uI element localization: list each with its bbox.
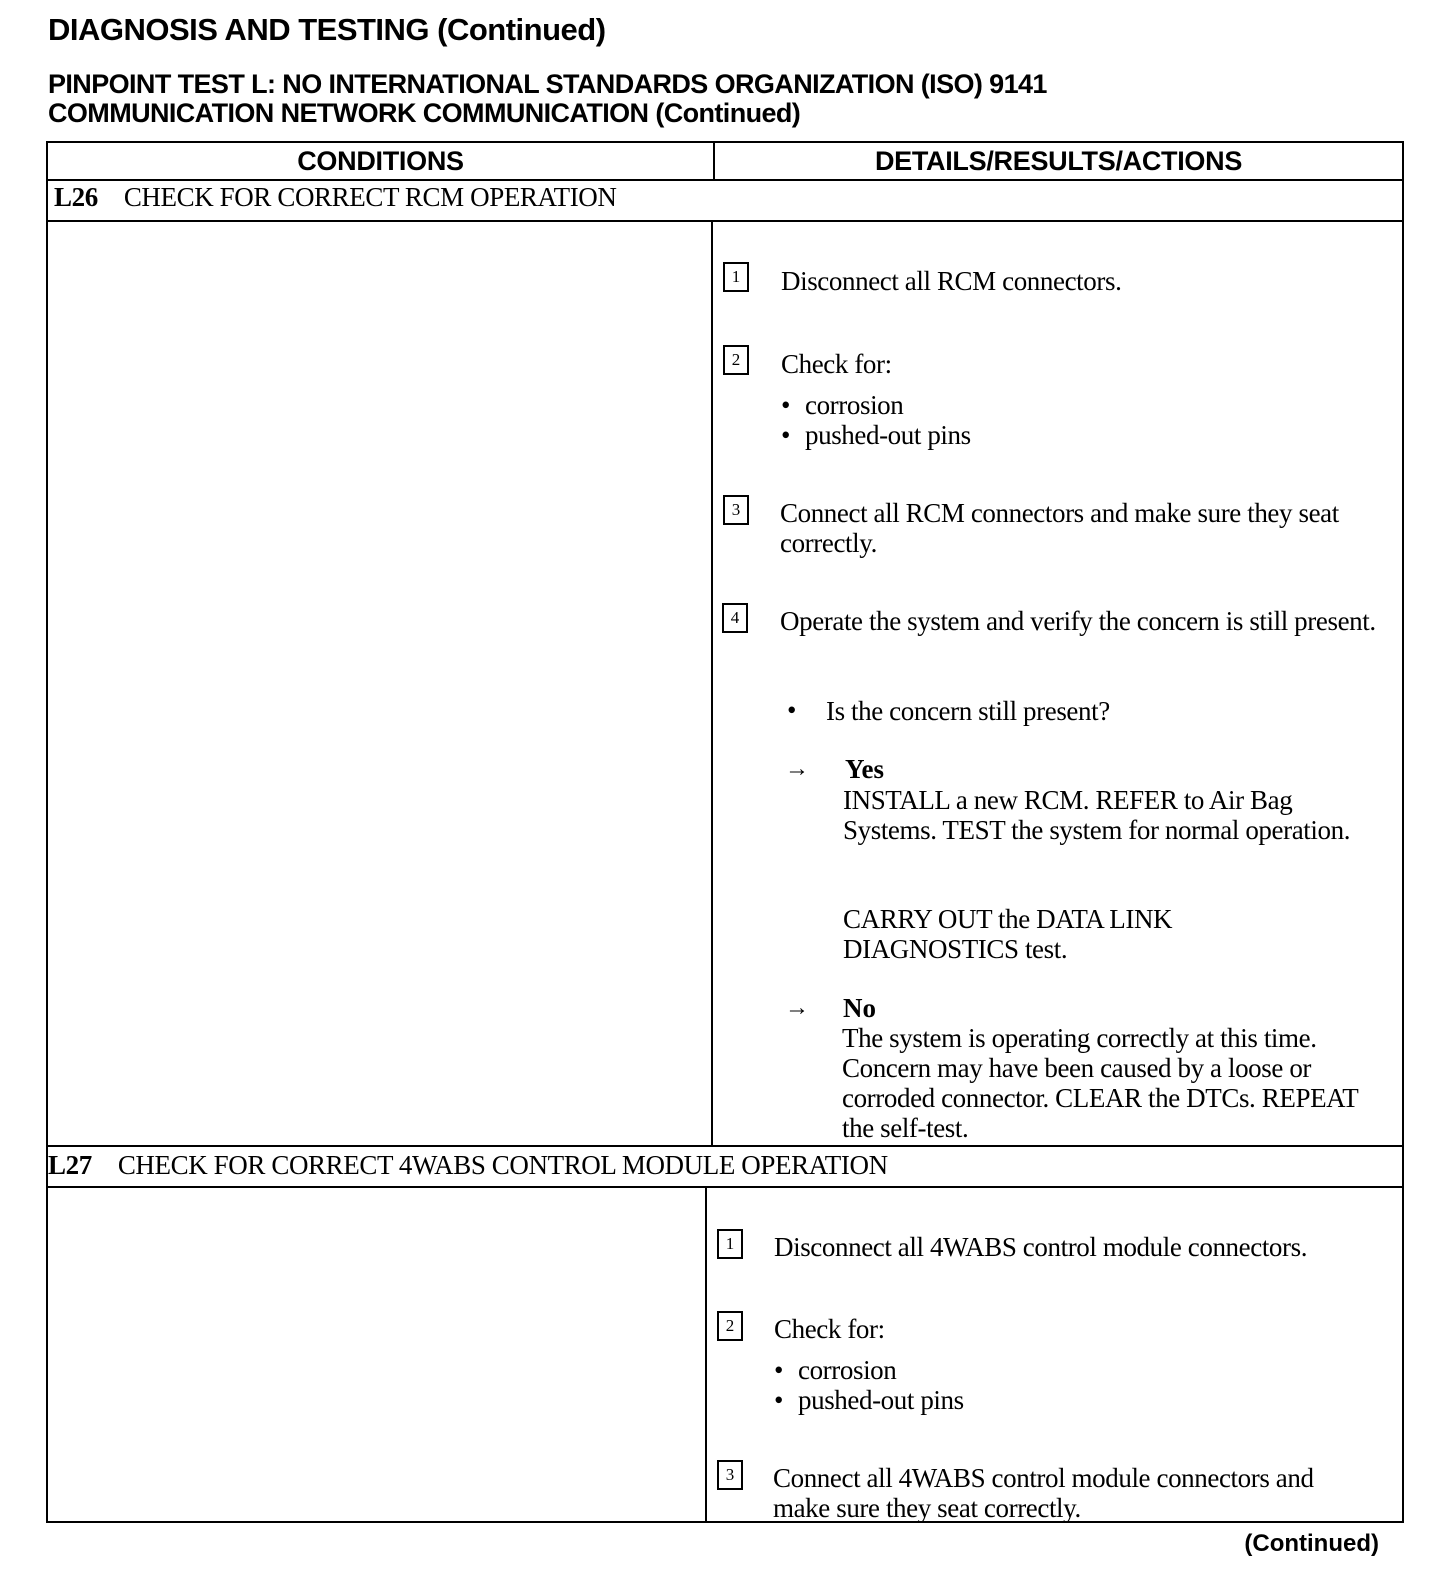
l26-yes-label: Yes (845, 754, 884, 784)
l26-step-4-number: 4 (722, 603, 748, 633)
conditions-column-header: CONDITIONS (297, 146, 464, 176)
l26-title-divider (46, 220, 1404, 222)
l27-step-title: CHECK FOR CORRECT 4WABS CONTROL MODULE OPERATION (117, 1150, 888, 1180)
l27-title-divider (46, 1186, 1404, 1188)
l26-question: Is the concern still present? (826, 696, 1110, 726)
l26-yes-followup: CARRY OUT the DATA LINK DIAGNOSTICS test. (843, 904, 1173, 964)
l26-step-2-number: 2 (723, 345, 749, 375)
pinpoint-test-title (48, 70, 1047, 128)
test-title-line-1: PINPOINT TEST L: NO INTERNATIONAL STANDARDS ORGANIZATION (ISO) 9141 (48, 69, 1047, 99)
l27-column-divider (705, 1188, 707, 1521)
l27-step-2-number: 2 (717, 1311, 743, 1341)
l26-check-item: • corrosion (781, 390, 903, 420)
l27-step-1-text: Disconnect all 4WABS control module connectors. (774, 1232, 1308, 1262)
l26-no-action: The system is operating correctly at this time. Concern may have been caused by a loose or corroded connector. CLEAR the DTCs. REPEAT the self-test. (842, 1023, 1358, 1143)
l26-yes-action: INSTALL a new RCM. REFER to Air Bag Systems. TEST the system for normal operation. (843, 785, 1351, 845)
header-divider (46, 179, 1404, 181)
l27-step-1-number: 1 (717, 1229, 743, 1259)
details-column-header: DETAILS/RESULTS/ACTIONS (874, 146, 1243, 176)
l27-check-item: • corrosion (774, 1355, 896, 1385)
continued-label: (Continued) (1244, 1530, 1379, 1557)
l26-step-2-text: Check for: (781, 349, 892, 379)
l27-step-header (48, 1150, 888, 1181)
l26-step-1-number: 1 (723, 262, 749, 292)
l27-check-item: • pushed-out pins (774, 1385, 964, 1415)
l27-step-3-text: Connect all 4WABS control module connectors and make sure they seat correctly. (773, 1463, 1314, 1523)
l26-step-header (54, 182, 617, 213)
l26-step-id: L26 (54, 182, 98, 212)
l26-step-1-text: Disconnect all RCM connectors. (781, 266, 1122, 296)
l26-check-item: • pushed-out pins (781, 420, 971, 450)
test-title-line-2: COMMUNICATION NETWORK COMMUNICATION (Continued) (48, 98, 801, 128)
l26-step-title: CHECK FOR CORRECT RCM OPERATION (123, 182, 617, 212)
l27-step-id: L27 (48, 1150, 92, 1180)
l27-step-3-number: 3 (717, 1460, 743, 1490)
yes-arrow-icon: → (785, 756, 809, 782)
l26-column-divider (711, 222, 713, 1145)
l26-step-4-text: Operate the system and verify the concern is still present. (780, 606, 1376, 636)
page-title: DIAGNOSIS AND TESTING (Continued) (48, 12, 606, 47)
l26-step-3-text: Connect all RCM connectors and make sure they seat correctly. (780, 498, 1339, 558)
l26-no-label: No (843, 993, 876, 1023)
no-arrow-icon: → (785, 995, 809, 1021)
l26-step-3-number: 3 (723, 495, 749, 525)
l27-step-2-text: Check for: (774, 1314, 885, 1344)
l27-top-divider (46, 1145, 1404, 1147)
l26-question-bullet: • (787, 695, 797, 725)
